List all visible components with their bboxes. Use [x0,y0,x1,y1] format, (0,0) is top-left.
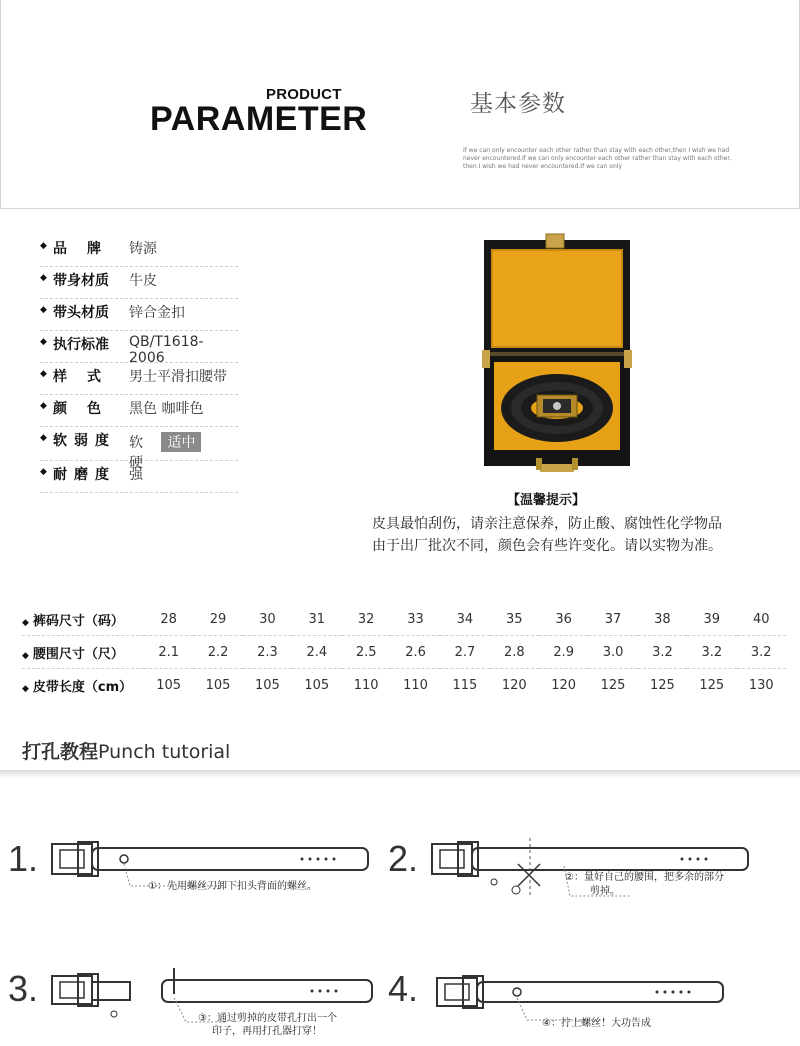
size-cell: 110 [403,677,428,693]
size-cell: 125 [600,677,626,693]
step-3-caption-line-2: 印子，再用打孔器打穿！ [212,1026,322,1037]
size-cell: 39 [687,603,736,636]
spec-value: 男士平滑扣腰带 [129,369,227,385]
spec-value: QB/T1618-2006 [129,334,204,366]
spec-row-style [40,362,238,395]
size-cell: 32 [342,603,391,636]
spec-row-buckle-material [40,298,238,331]
spec-row-brand [40,234,238,267]
spec-row-standard [40,330,238,366]
bullet-icon: ◆ [40,369,47,379]
size-row-header [22,669,144,702]
size-row-label: 皮带长度（cm） [32,679,133,695]
spec-row-color [40,394,238,427]
spec-label: 软弱度 [53,433,116,449]
softness-option-hard: 硬 [129,455,143,471]
step-2-caption-line-1: ②：量好自己的腰围，把多余的部分 [565,872,724,883]
size-cell: 110 [353,677,379,693]
size-cell: 2.2 [193,636,242,669]
size-cell: 115 [452,677,478,693]
size-cell: 30 [243,603,292,636]
size-cell: 120 [501,677,527,693]
step-1-caption: ①：先用螺丝刀卸下扣头背面的螺丝。 [148,881,317,892]
size-table-row [22,603,786,636]
size-cell: 35 [490,603,539,636]
step-3-caption-line-1: ③：通过剪掉的皮带孔打出一个 [198,1013,337,1024]
size-row-header [22,636,144,669]
size-table-row [22,636,786,669]
bullet-icon: ◆ [40,305,47,315]
spec-value: 牛皮 [129,273,157,289]
size-cell: 120 [551,677,577,693]
header-description: If we can only encounter each other rather than stay with each other,then I wish we had never encountered.If we can only encounter each other rather than stay with each other, then I wish we had never encountered.If we can only [463,147,732,170]
spec-row-body-material [40,266,238,299]
spec-value: 强 [129,467,143,483]
spec-label: 颜色 [53,401,121,417]
header-cn-title: 基本参数 [470,91,566,117]
size-table-row [22,669,786,702]
size-cell: 33 [391,603,440,636]
spec-label: 耐磨度 [53,467,116,483]
size-cell: 2.5 [342,636,391,669]
size-cell: 105 [156,677,182,693]
size-table [22,603,786,701]
tip-title: 【温馨提示】 [506,493,585,508]
size-cell: 3.2 [687,636,736,669]
size-cell: 2.9 [539,636,588,669]
size-cell: 31 [292,603,341,636]
spec-value: 铸源 [129,241,157,257]
size-cell: 125 [699,677,725,693]
size-cell: 3.2 [737,636,787,669]
size-cell: 130 [748,677,774,693]
spec-label: 带身材质 [53,273,109,289]
spec-label: 品牌 [53,241,121,257]
step-4-number: 4. [388,968,419,1009]
belt-gift-box-photo [482,232,632,480]
size-cell: 38 [638,603,687,636]
size-row-label: 腰围尺寸（尺） [32,646,124,662]
size-cell: 2.6 [391,636,440,669]
tutorial-divider [0,770,800,778]
bullet-icon: ◆ [40,241,47,251]
spec-label: 执行标准 [53,337,109,353]
spec-value: 黑色 咖啡色 [129,401,204,417]
size-row-header [22,603,144,636]
tutorial-title-cn: 打孔教程 [22,741,99,763]
size-cell: 105 [304,677,330,693]
size-cell: 3.2 [638,636,687,669]
step-4-caption: ④：拧上螺丝！大功告成 [542,1018,651,1029]
tutorial-title [22,737,230,764]
size-row-label: 裤码尺寸（码） [32,613,124,629]
bullet-icon: ◆ [40,401,47,411]
size-table-body [22,603,786,701]
softness-option-soft: 软 [129,435,143,451]
bullet-icon: ◆ [40,337,47,347]
parameter-header [0,0,800,209]
size-cell: 29 [193,603,242,636]
header-product-word: PRODUCT [266,86,342,103]
softness-option-medium: 适中 [161,432,201,452]
tip-line-1: 皮具最怕刮伤，请亲注意保养，防止酸、腐蚀性化学物品 [372,516,722,532]
bullet-icon: ◆ [40,467,47,477]
size-cell: 2.7 [440,636,489,669]
tip-line-2: 由于出厂批次不同，颜色会有些许变化。请以实物为准。 [372,538,722,554]
size-cell: 2.4 [292,636,341,669]
size-cell: 40 [737,603,787,636]
size-cell: 2.3 [243,636,292,669]
size-cell: 125 [650,677,675,693]
spec-value: 锌合金扣 [129,305,185,321]
step-2-caption-line-2: 剪掉。 [590,886,620,897]
header-parameter-word: PARAMETER [150,100,368,138]
bullet-icon: ◆ [22,650,29,661]
bullet-icon: ◆ [40,273,47,283]
spec-row-softness [40,426,238,471]
bullet-icon: ◆ [40,433,47,443]
size-cell: 3.0 [588,636,637,669]
size-cell: 105 [255,677,280,693]
step-2-number: 2. [388,838,419,879]
bullet-icon: ◆ [22,617,29,628]
size-cell: 34 [440,603,489,636]
spec-label: 带头材质 [53,305,109,321]
step-1-number: 1. [8,838,39,879]
size-cell: 28 [144,603,193,636]
size-cell: 2.1 [144,636,193,669]
size-cell: 37 [588,603,637,636]
size-cell: 105 [205,677,231,693]
bullet-icon: ◆ [22,683,29,694]
spec-label: 样式 [53,369,121,385]
tutorial-title-en: Punch tutorial [98,741,231,763]
size-cell: 2.8 [490,636,539,669]
step-3-number: 3. [8,968,39,1009]
size-cell: 36 [539,603,588,636]
